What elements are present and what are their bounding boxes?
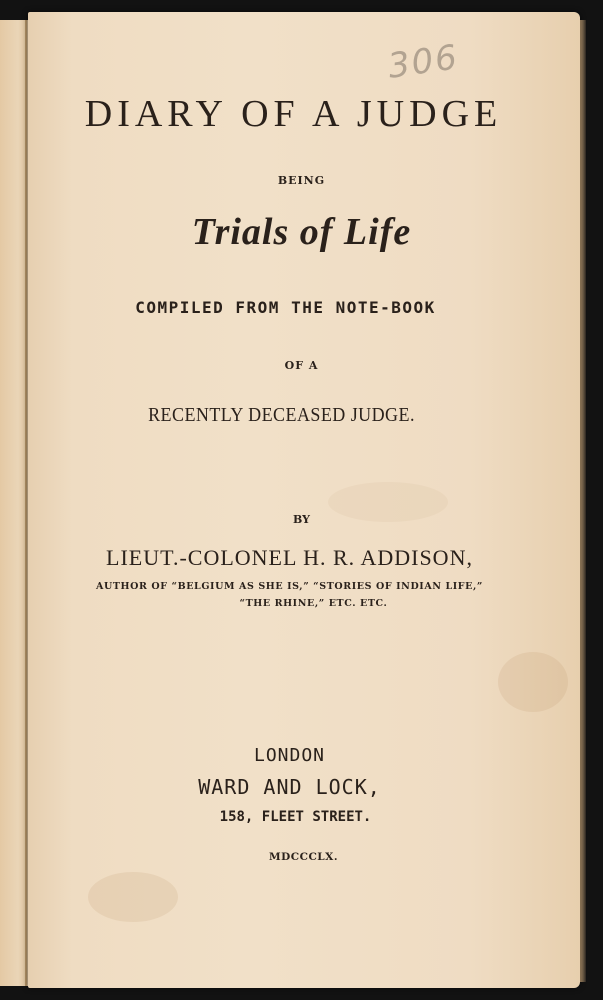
author-works-line-1: AUTHOR OF “BELGIUM AS SHE IS,” “STORIES OF INDIAN LIFE,” xyxy=(96,581,483,592)
publication-city: LONDON xyxy=(253,745,326,766)
publisher-name: WARD AND LOCK, xyxy=(198,775,381,799)
pencil-annotation: 306 xyxy=(385,37,462,87)
spine-fold xyxy=(25,20,27,986)
recently-deceased-line: RECENTLY DECEASED JUDGE. xyxy=(148,404,415,426)
paper-stain xyxy=(498,652,568,712)
publisher-address: 158, FLEET STREET. xyxy=(219,809,372,825)
author-works-line-2: “THE RHINE,” ETC. ETC. xyxy=(239,598,388,609)
by-text: BY xyxy=(293,513,310,526)
book-title: DIARY OF A JUDGE xyxy=(84,93,503,135)
being-text: BEING xyxy=(277,174,326,187)
author-name: LIEUT.-COLONEL H. R. ADDISON, xyxy=(106,545,473,570)
of-a-text: OF A xyxy=(284,359,319,372)
subtitle-blackletter: Trials of Life xyxy=(191,211,412,253)
title-page xyxy=(28,12,580,988)
publication-date: MDCCCLX. xyxy=(269,851,338,863)
compiled-line: COMPILED FROM THE NOTE-BOOK xyxy=(135,298,436,317)
paper-stain xyxy=(88,872,178,922)
